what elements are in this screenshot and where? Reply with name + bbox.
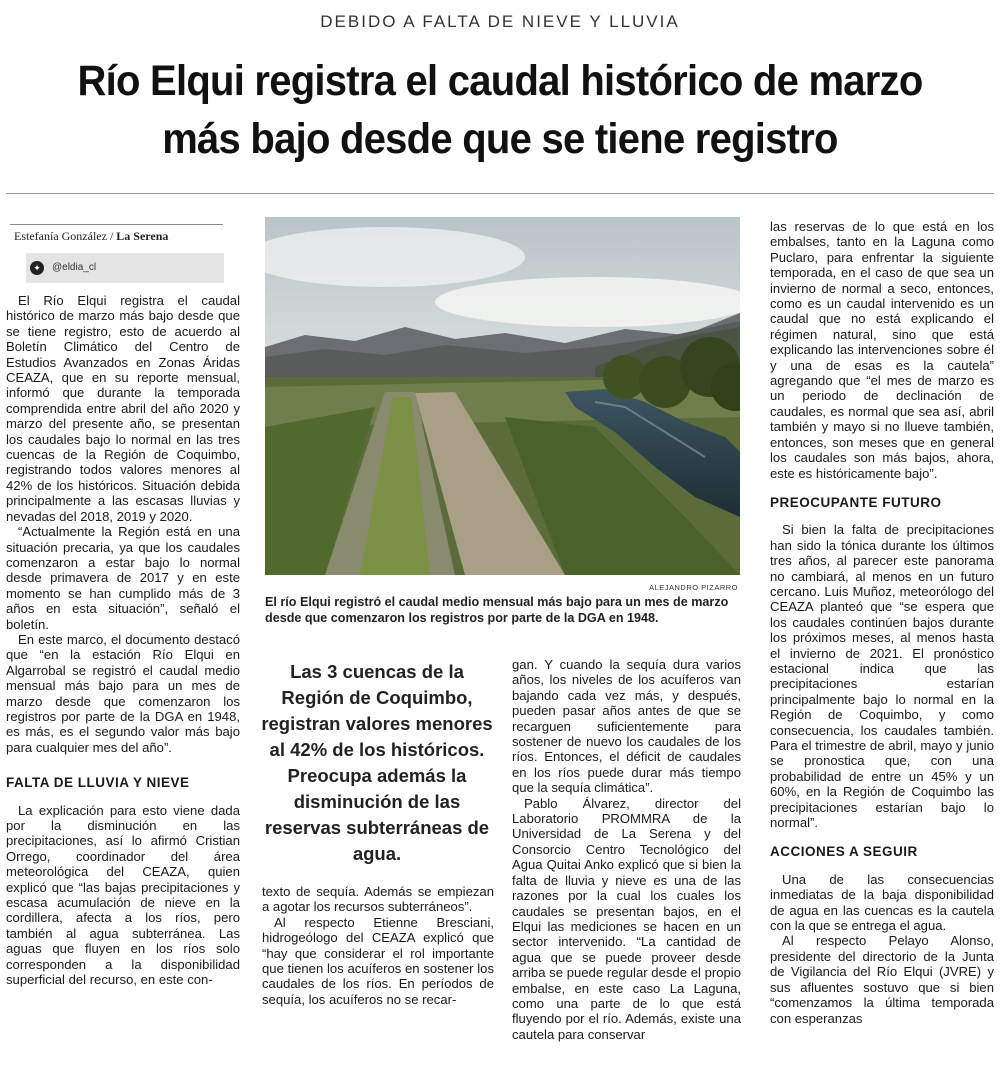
article-column-1: [6, 293, 240, 987]
article-kicker: DEBIDO A FALTA DE NIEVE Y LLUVIA: [320, 12, 680, 31]
paragraph: las reservas de lo que está en los embalses, tanto en la Laguna como Puclaro, para enfrentar la siguiente temporada, en el caso de que sea un invierno de normal a seco, entonces, como es un caudal intervenido es un caudal que no está explicando el régimen natural, sino que está explicando las intervenciones sobre él y una de esas es la cautela” agregando que “el mes de marzo es un periodo de declinación de caudales, es normal que sea así, abril también y mayo si no llueve también, entonces, son meses que en general los caudales son más bajos, ahora, este es históricamente bajo”.: [770, 219, 994, 481]
article-column-2: [262, 884, 494, 1007]
paragraph: Al respecto Etienne Bresciani, hidrogeólogo del CEAZA explicó que “hay que considerar el rol importante que tienen los acuíferos en sostener los caudales de los ríos. En períodos de sequía, los acuíferos no se recar-: [262, 914, 494, 1007]
article-column-4: [770, 219, 994, 1026]
paragraph: El Río Elqui registra el caudal histórico de marzo más bajo desde que se tiene registro, esto de acuerdo al Boletín Climático del Centro de Estudios Avanzados en Zonas Áridas CEAZA, que en su reporte mensual, informó que durante la temporada comprendida entre abril del año 2020 y marzo del presente año, se presentan los caudales bajo lo normal en las tres cuencas de la Región de Coquimbo, registrando todos valores menores al 42% de los históricos. Situación debida principalmente a las escasas lluvias y nevadas del 2018, 2019 y 2020.: [6, 293, 240, 524]
twitter-bird-icon: ✦: [30, 261, 44, 275]
paragraph: Una de las consecuencias inmediatas de la baja disponibilidad de agua en las cuencas es la cautela con la que se entrega el agua.: [770, 871, 994, 934]
section-heading: PREOCUPANTE FUTURO: [770, 494, 942, 510]
headline-line-1: Río Elqui registra el caudal histórico de marzo: [77, 57, 923, 105]
paragraph: Pablo Álvarez, director del Laboratorio PROMMRA de la Universidad de La Serena y del Consorcio Centro Tecnológico del Agua Quitai Anko explicó que si bien la falta de lluvia y nieve es una de las razones por la cual los cuales los caudales se presentan bajos, en el Elqui las mediciones se hacen en un sector intervenido. “La cantidad de agua que se puede proveer desde arriba se puede regular desde el propio embalse, en este caso La Laguna, como una parte de lo que está fluyendo por el río. Además, existe una cautela para conservar: [512, 795, 741, 1042]
article-column-3: [512, 657, 741, 1042]
headline-divider: [6, 193, 994, 194]
paragraph: Si bien la falta de precipitaciones han sido la tónica durante los últimos tres años, al parecer este panorama no cambiará, al menos en un futuro cercano. Luis Muñoz, meteorólogo del CEAZA planteó que “se espera que los caudales continúen bajos durante los próximos meses, al menos hasta el invierno de 2021. El pronóstico estacional indica que las precipitaciones estarían principalmente bajo lo normal en la Región de Coquimbo, y como consecuencia, los caudales también. Para el trimestre de abril, mayo y junio se pronostica que, con una probabilidad de entre un 45% y un 60%, en la Región de Coquimbo las precipitaciones estarían bajo lo normal”.: [770, 522, 994, 831]
section-heading: ACCIONES A SEGUIR: [770, 844, 918, 860]
paragraph: texto de sequía. Además se empiezan a agotar los recursos subterráneos”.: [262, 884, 494, 915]
photo-credit: ALEJANDRO PIZARRO: [649, 583, 738, 592]
byline-location: La Serena: [116, 229, 169, 243]
byline-author: Estefanía González /: [14, 229, 114, 243]
paragraph: Al respecto Pelayo Alonso, presidente del directorio de la Junta de Vigilancia del Río Elqui (JVRE) y sus afluentes sostuvo que si bien “comenzamos la última temporada con esperanzas: [770, 933, 994, 1026]
river-landscape-image: [265, 217, 740, 575]
byline: [14, 229, 168, 244]
headline-line-2: más bajo desde que se tiene registro: [162, 115, 838, 163]
twitter-handle[interactable]: @eldia_cl: [52, 262, 97, 273]
paragraph: La explicación para esto viene dada por la disminución en las precipitaciones, así lo afirmó Cristian Orrego, coordinador del área meteorológica del CEAZA, quien explicó que “las bajas precipitaciones y escasa acumulación de nieve en la cordillera, afecta a los ríos, pero también al agua subterránea. Las aguas que fluyen en los ríos solo corresponden a la disponibilidad superficial del recurso, en este con-: [6, 802, 240, 988]
paragraph: En este marco, el documento destacó que “en la estación Río Elqui en Algarrobal se registró el caudal medio mensual más bajo para un mes de marzo desde que comenzaron los registros por parte de la DGA en 1948, es más, es el segundo valor más bajo para cualquier mes del año”.: [6, 631, 240, 755]
photo-caption: El río Elqui registró el caudal medio mensual más bajo para un mes de marzo desde que comenzaron los registros por parte de la DGA en 1948.: [265, 595, 729, 625]
pull-quote: Las 3 cuencas de la Región de Coquimbo, registran valores menores al 42% de los históricos. Preocupa además la disminución de las reservas subterráneas de agua.: [261, 661, 493, 864]
article-photo: [265, 217, 740, 575]
article-headline: [44, 52, 955, 168]
paragraph: gan. Y cuando la sequía dura varios años, los niveles de los acuíferos van bajando cada vez más, y después, pueden pasar años antes de que se recarguen suficientemente para sostener de nuevo los caudales de los ríos. Entonces, el déficit de caudales en los ríos puede durar más tiempo que la sequía climática”.: [512, 657, 741, 796]
section-heading: FALTA DE LLUVIA Y NIEVE: [6, 775, 190, 791]
paragraph: “Actualmente la Región está en una situación precaria, ya que los caudales comenzaron a estar bajo lo normal desde primavera de 2017 y en este momento se han cumplido más de 3 años en esta situación”, señaló el boletín.: [6, 524, 240, 632]
